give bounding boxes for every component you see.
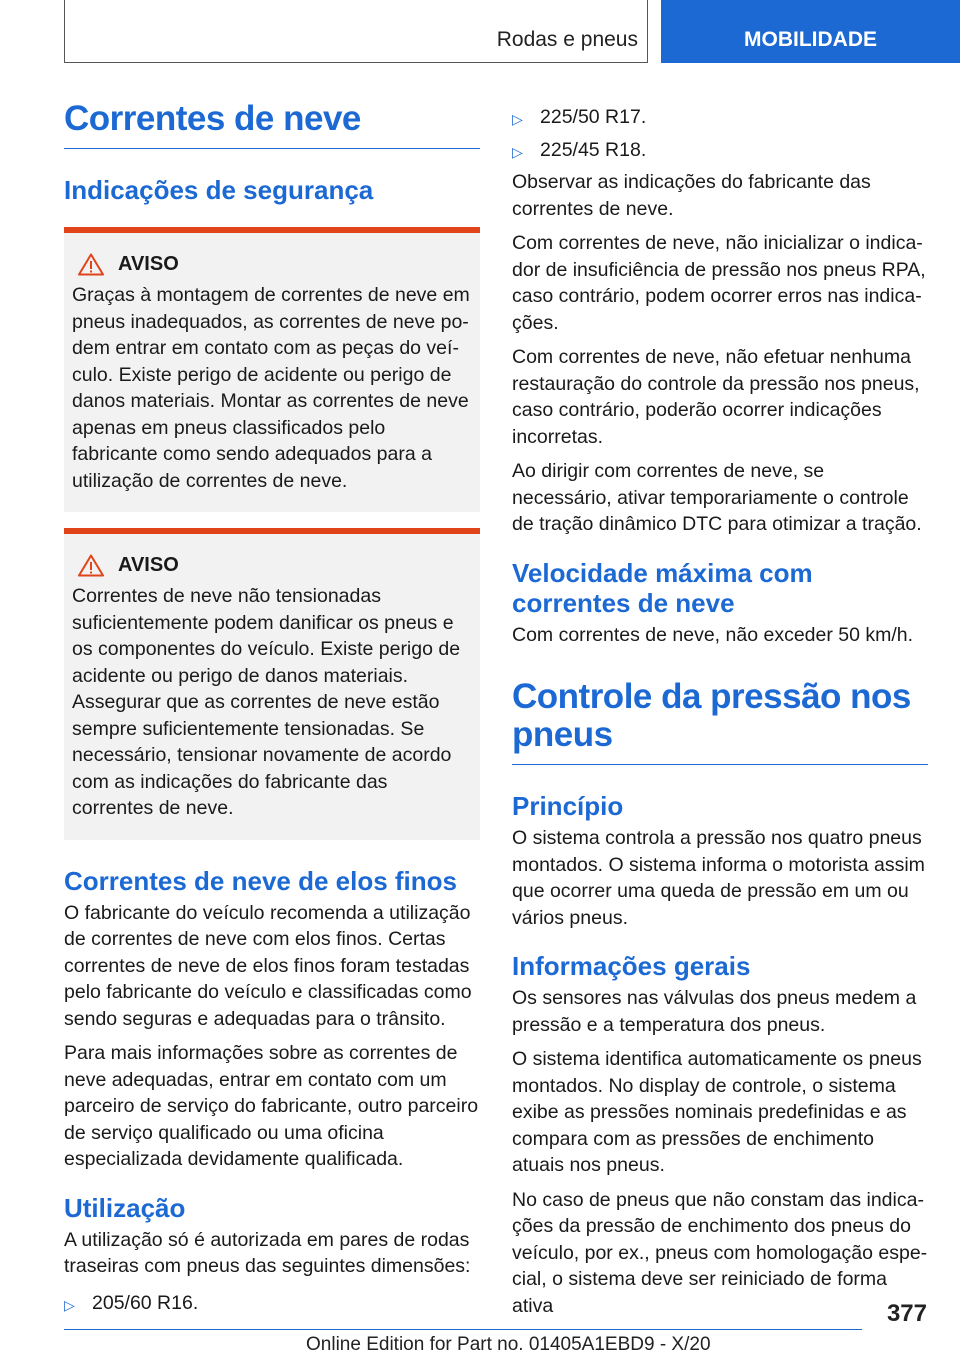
paragraph: O sistema identifica automaticamente os pneus montados. No display de controle, o sistema exibe as pressões nominais predefinidas e as compara com as pressões de enchimento atuais nos pneus. [512,1048,922,1176]
paragraph: Com correntes de neve, não efetuar nenhuma restauração do controle da pressão nos pneus, caso contrário, poderão ocorrer indicações incorretas. [512,346,920,448]
warning-text: Graças à montagem de correntes de neve em pneus inadequados, as correntes de neve podem entrar em contato com as peças do veículo. Existe perigo de acidente ou perigo de danos materiais. Montar as correntes de neve apenas em pneus classificados pelo fabricante como sendo adequados para a utilização de correntes de neve. [72,284,470,492]
triangle-bullet-icon: ▷ [512,111,523,127]
warning-text: Correntes de neve não tensionadas suficientemente podem danificar os pneus e os componentes do veículo. Existe perigo de acidente ou perigo de danos materiais. Assegurar que as correntes de neve estão sempre suficientemente tensionadas. Se necessário, tensionar novamente de acordo com as indicações do fabricante das correntes de neve. [72,585,461,819]
warning-triangle-icon [78,554,104,577]
tire-size-list [512,104,928,165]
speed-heading: Velocidade máxima com correntes de neve [512,557,813,618]
paragraph: Com correntes de neve, não exceder 50 km/h. [512,623,914,646]
general-info-heading: Informações gerais [512,951,751,981]
paragraph: O sistema controla a pressão nos quatro pneus montados. O sistema informa o motorista assim que ocorrer uma queda de pressão em um ou vários pneus. [512,827,925,929]
warning-box-1 [64,227,480,512]
paragraph: Com correntes de neve, não inicializar o indicador de insuficiência de pressão nos pneus RPA, caso contrário, podem ocorrer erros nas indicações. [512,232,926,334]
right-column [512,104,928,1319]
heading-rule [512,764,928,765]
paragraph: Observar as indicações do fabricante das correntes de neve. [512,171,871,220]
paragraph: O fabricante do veículo recomenda a utilização de correntes de neve com elos finos. Certas correntes de neve de elos finos foram testadas pelo fabricante do veículo e classificadas como sendo seguras e adequadas para o trânsito. [64,901,472,1030]
footer-rule [64,1329,862,1330]
safety-heading: Indicações de segurança [64,175,374,205]
section-title: Rodas e pneus [496,28,638,51]
chapter-heading: Correntes de neve [64,99,361,138]
list-item: ▷ 225/45 R18. [512,137,928,166]
usage-heading: Utilização [64,1192,186,1223]
list-item: ▷ 205/60 R16. [64,1290,480,1319]
tire-size-list [64,1290,480,1319]
warning-box-2 [64,528,480,840]
heading-rule [64,148,480,149]
chapter-heading: Controle da pressão nos pneus [512,677,911,754]
warning-triangle-icon [78,253,104,276]
list-item: ▷ 225/50 R17. [512,104,928,133]
paragraph: Os sensores nas válvulas dos pneus medem a pressão e a temperatura dos pneus. [512,987,917,1036]
warning-title: AVISO [118,253,179,275]
page-number: 377 [886,1300,927,1327]
paragraph: No caso de pneus que não constam das indicações da pressão de enchimento dos pneus do veículo, por ex., pneus com homologação especial, o sistema deve ser reiniciado de forma ativa [512,1188,928,1317]
principle-heading: Princípio [512,791,624,821]
page-header [0,0,960,66]
paragraph: Para mais informações sobre as correntes de neve adequadas, entrar em contato com um parceiro de serviço do fabricante, outro parceiro de serviço qualificado ou uma oficina especializada devidamente qualificada. [64,1042,479,1170]
paragraph: Ao dirigir com correntes de neve, se necessário, ativar temporariamente o controle de tração dinâmico DTC para otimizar a tração. [512,460,922,535]
triangle-bullet-icon: ▷ [64,1296,75,1313]
warning-title: AVISO [118,554,179,576]
fine-chains-heading: Correntes de neve de elos finos [64,865,458,896]
triangle-bullet-icon: ▷ [512,143,523,160]
left-column [64,100,480,1322]
chapter-tab[interactable]: MOBILIDADE [661,0,960,63]
edition-note: Online Edition for Part no. 01405A1EBD9 - X/20 [306,1334,711,1355]
paragraph: A utilização só é autorizada em pares de rodas traseiras com pneus das seguintes dimensões: [64,1228,471,1277]
